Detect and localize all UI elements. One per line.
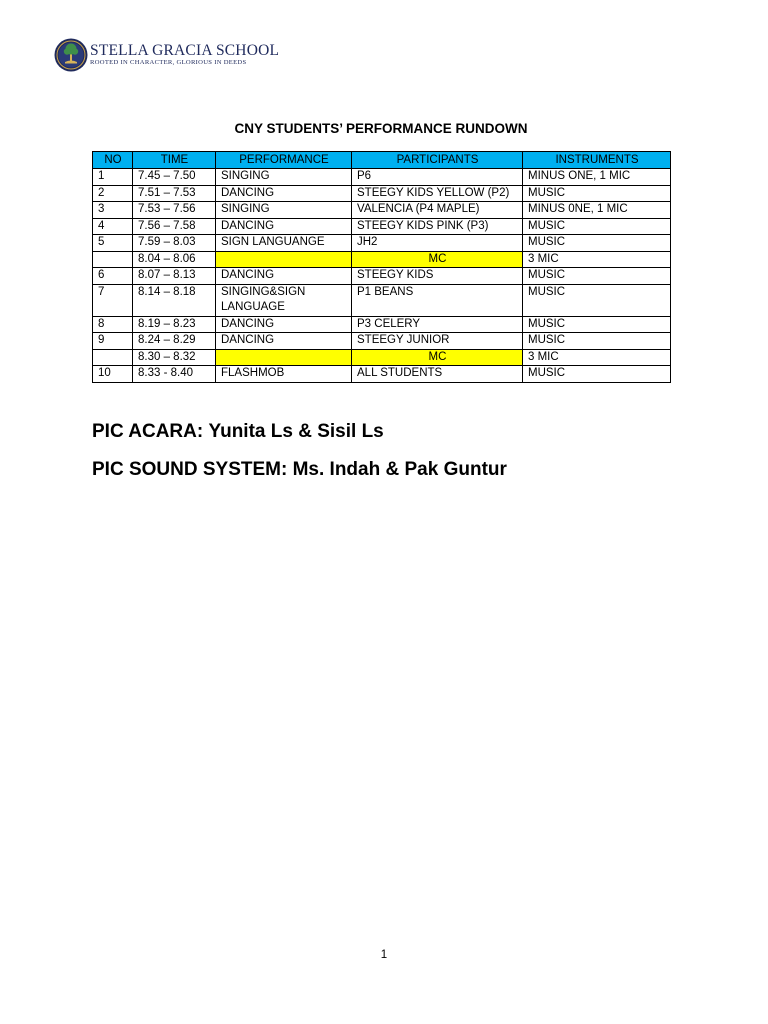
table-row bbox=[93, 235, 671, 252]
pic-sound-value: Ms. Indah & Pak Guntur bbox=[292, 459, 507, 480]
cell-performance bbox=[216, 251, 352, 268]
cell-time: 8.24 – 8.29 bbox=[133, 333, 216, 350]
pic-sound-system bbox=[92, 458, 507, 482]
table-row bbox=[93, 218, 671, 235]
pic-acara-label: PIC ACARA: bbox=[92, 421, 204, 442]
school-crest-icon bbox=[54, 38, 88, 72]
cell-no: 10 bbox=[93, 366, 133, 383]
cell-participants: MC bbox=[352, 349, 523, 366]
rundown-table bbox=[92, 151, 671, 383]
cell-participants: VALENCIA (P4 MAPLE) bbox=[352, 202, 523, 219]
cell-participants: MC bbox=[352, 251, 523, 268]
table-row bbox=[93, 333, 671, 350]
cell-participants: P1 BEANS bbox=[352, 284, 523, 316]
pic-acara bbox=[92, 420, 384, 444]
pic-acara-value: Yunita Ls & Sisil Ls bbox=[208, 421, 384, 442]
column-header-time: TIME bbox=[133, 152, 216, 169]
cell-time: 8.04 – 8.06 bbox=[133, 251, 216, 268]
cell-no: 3 bbox=[93, 202, 133, 219]
cell-performance: DANCING bbox=[216, 268, 352, 285]
cell-time: 8.14 – 8.18 bbox=[133, 284, 216, 316]
logo-text bbox=[90, 43, 279, 67]
cell-performance: DANCING bbox=[216, 185, 352, 202]
table-row bbox=[93, 268, 671, 285]
table-row bbox=[93, 366, 671, 383]
cell-instruments: MINUS ONE, 1 MIC bbox=[523, 169, 671, 186]
cell-no: 4 bbox=[93, 218, 133, 235]
cell-no: 2 bbox=[93, 185, 133, 202]
cell-no: 1 bbox=[93, 169, 133, 186]
table-row bbox=[93, 284, 671, 316]
cell-participants: STEEGY KIDS bbox=[352, 268, 523, 285]
cell-no: 5 bbox=[93, 235, 133, 252]
column-header-participants: PARTICIPANTS bbox=[352, 152, 523, 169]
column-header-instruments: INSTRUMENTS bbox=[523, 152, 671, 169]
table-header-row bbox=[93, 152, 671, 169]
cell-participants: P6 bbox=[352, 169, 523, 186]
cell-participants: STEEGY KIDS PINK (P3) bbox=[352, 218, 523, 235]
cell-participants: JH2 bbox=[352, 235, 523, 252]
cell-performance: SINGING&SIGN LANGUAGE bbox=[216, 284, 352, 316]
school-name: STELLA GRACIA SCHOOL bbox=[90, 42, 280, 59]
cell-instruments: MUSIC bbox=[523, 235, 671, 252]
cell-instruments: MINUS 0NE, 1 MIC bbox=[523, 202, 671, 219]
cell-instruments: MUSIC bbox=[523, 333, 671, 350]
cell-time: 7.59 – 8.03 bbox=[133, 235, 216, 252]
table-row bbox=[93, 349, 671, 366]
cell-time: 7.51 – 7.53 bbox=[133, 185, 216, 202]
cell-no: 8 bbox=[93, 316, 133, 333]
cell-instruments: MUSIC bbox=[523, 218, 671, 235]
table-row bbox=[93, 185, 671, 202]
table-body bbox=[93, 169, 671, 383]
cell-time: 7.56 – 7.58 bbox=[133, 218, 216, 235]
cell-time: 8.19 – 8.23 bbox=[133, 316, 216, 333]
pic-sound-label: PIC SOUND SYSTEM: bbox=[92, 459, 288, 480]
cell-performance: SINGING bbox=[216, 169, 352, 186]
cell-time: 7.53 – 7.56 bbox=[133, 202, 216, 219]
cell-participants: STEEGY KIDS YELLOW (P2) bbox=[352, 185, 523, 202]
cell-no: 7 bbox=[93, 284, 133, 316]
table-row bbox=[93, 316, 671, 333]
cell-performance bbox=[216, 349, 352, 366]
table-row bbox=[93, 251, 671, 268]
cell-performance: DANCING bbox=[216, 316, 352, 333]
page-number: 1 bbox=[380, 949, 388, 961]
cell-time: 8.07 – 8.13 bbox=[133, 268, 216, 285]
cell-no: 9 bbox=[93, 333, 133, 350]
cell-participants: STEEGY JUNIOR bbox=[352, 333, 523, 350]
cell-participants: ALL STUDENTS bbox=[352, 366, 523, 383]
cell-participants: P3 CELERY bbox=[352, 316, 523, 333]
cell-instruments: MUSIC bbox=[523, 185, 671, 202]
table-row bbox=[93, 202, 671, 219]
table-row bbox=[93, 169, 671, 186]
cell-no bbox=[93, 251, 133, 268]
cell-no: 6 bbox=[93, 268, 133, 285]
cell-no bbox=[93, 349, 133, 366]
cell-instruments: MUSIC bbox=[523, 366, 671, 383]
school-motto: ROOTED IN CHARACTER, GLORIOUS IN DEEDS bbox=[90, 59, 247, 66]
column-header-performance: PERFORMANCE bbox=[216, 152, 352, 169]
cell-performance: DANCING bbox=[216, 218, 352, 235]
cell-performance: FLASHMOB bbox=[216, 366, 352, 383]
document-title: CNY STUDENTS’ PERFORMANCE RUNDOWN bbox=[234, 121, 528, 136]
school-logo bbox=[54, 38, 279, 72]
cell-instruments: MUSIC bbox=[523, 284, 671, 316]
cell-time: 7.45 – 7.50 bbox=[133, 169, 216, 186]
cell-instruments: MUSIC bbox=[523, 316, 671, 333]
column-header-no: NO bbox=[93, 152, 133, 169]
cell-performance: DANCING bbox=[216, 333, 352, 350]
cell-instruments: 3 MIC bbox=[523, 349, 671, 366]
cell-time: 8.33 - 8.40 bbox=[133, 366, 216, 383]
cell-instruments: MUSIC bbox=[523, 268, 671, 285]
cell-instruments: 3 MIC bbox=[523, 251, 671, 268]
cell-performance: SINGING bbox=[216, 202, 352, 219]
cell-performance: SIGN LANGUANGE bbox=[216, 235, 352, 252]
cell-time: 8.30 – 8.32 bbox=[133, 349, 216, 366]
